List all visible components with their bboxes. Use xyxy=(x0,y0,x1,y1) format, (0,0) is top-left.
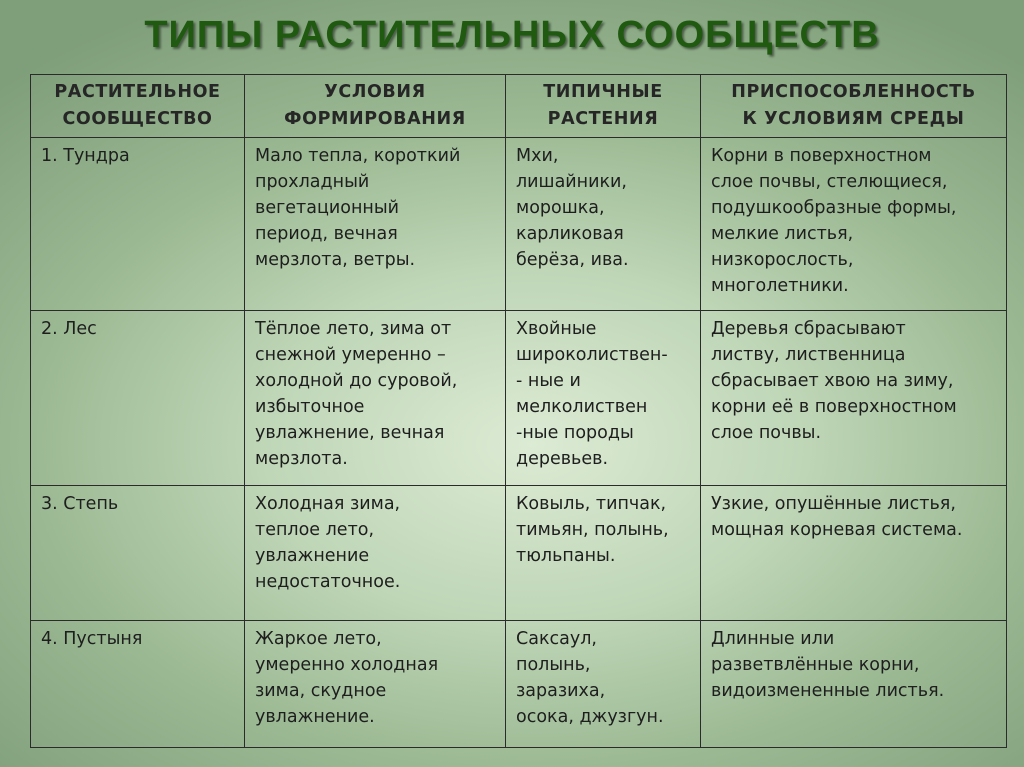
cell-conditions: Жаркое лето, умеренно холодная зима, скудное увлажнение. xyxy=(245,621,506,748)
cell-adaptation: Длинные или разветвлённые корни, видоизмененные листья. xyxy=(701,621,1007,748)
cell-conditions: Тёплое лето, зима от снежной умеренно – холодной до суровой, избыточное увлажнение, вечная мерзлота. xyxy=(245,311,506,486)
cell-community: 4. Пустыня xyxy=(31,621,245,748)
cell-community: 1. Тундра xyxy=(31,138,245,311)
cell-adaptation: Деревья сбрасывают листву, лиственница сбрасывает хвою на зиму, корни её в поверхностном слое почвы. xyxy=(701,311,1007,486)
table-row xyxy=(31,138,1007,311)
table-row xyxy=(31,621,1007,748)
cell-plants: Хвойные широколиствен- - ные и мелколиствен -ные породы деревьев. xyxy=(506,311,701,486)
cell-adaptation: Корни в поверхностном слое почвы, стелющиеся, подушкообразные формы, мелкие листья, низкорослость, многолетники. xyxy=(701,138,1007,311)
plant-communities-table xyxy=(30,74,1007,748)
cell-plants: Мхи, лишайники, морошка, карликовая берёза, ива. xyxy=(506,138,701,311)
header-conditions: УСЛОВИЯ ФОРМИРОВАНИЯ xyxy=(245,75,506,138)
cell-conditions: Холодная зима, теплое лето, увлажнение недостаточное. xyxy=(245,486,506,621)
cell-adaptation: Узкие, опушённые листья, мощная корневая система. xyxy=(701,486,1007,621)
slide-title: ТИПЫ РАСТИТЕЛЬНЫХ СООБЩЕСТВ xyxy=(144,14,880,56)
header-plants: ТИПИЧНЫЕ РАСТЕНИЯ xyxy=(506,75,701,138)
cell-community: 3. Степь xyxy=(31,486,245,621)
cell-plants: Ковыль, типчак, тимьян, полынь, тюльпаны. xyxy=(506,486,701,621)
table-header-row xyxy=(31,75,1007,138)
header-community: РАСТИТЕЛЬНОЕ СООБЩЕСТВО xyxy=(31,75,245,138)
cell-conditions: Мало тепла, короткий прохладный вегетационный период, вечная мерзлота, ветры. xyxy=(245,138,506,311)
header-adaptation: ПРИСПОСОБЛЕННОСТЬ К УСЛОВИЯМ СРЕДЫ xyxy=(701,75,1007,138)
table-row xyxy=(31,486,1007,621)
cell-plants: Саксаул, полынь, заразиха, осока, джузгун. xyxy=(506,621,701,748)
table-row xyxy=(31,311,1007,486)
cell-community: 2. Лес xyxy=(31,311,245,486)
